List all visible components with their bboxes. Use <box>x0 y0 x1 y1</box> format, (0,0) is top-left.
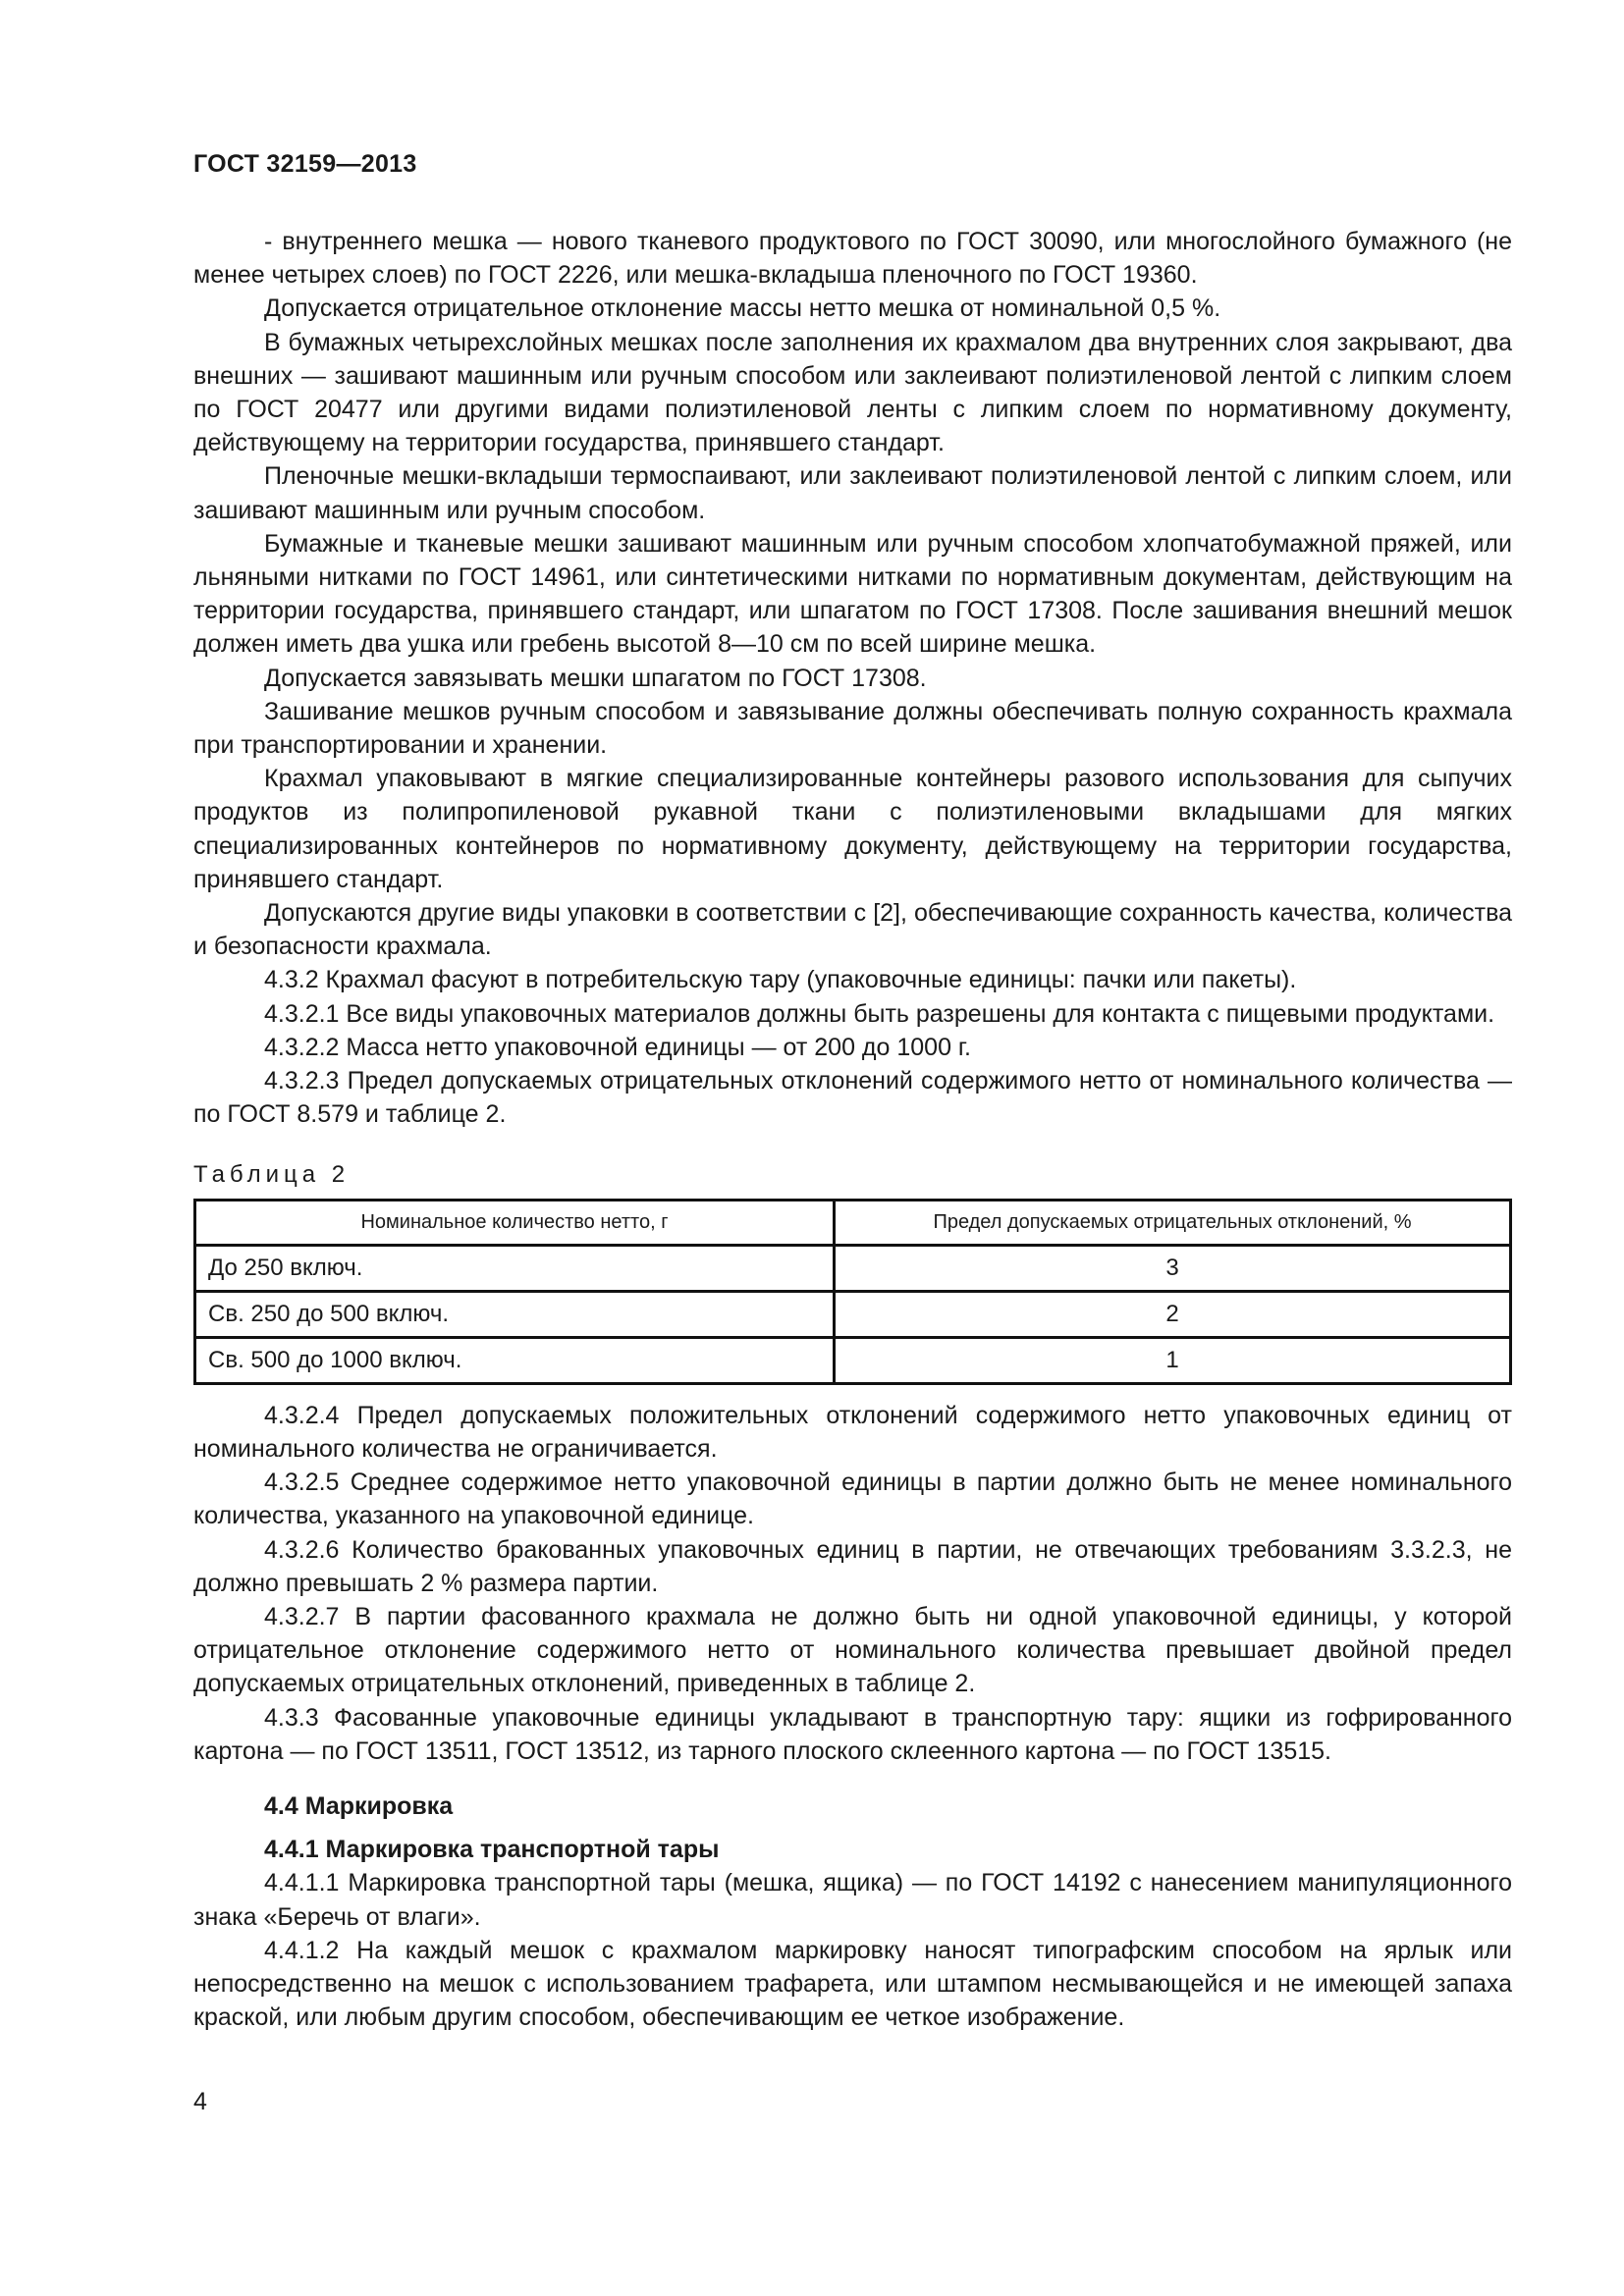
paragraph: Допускается завязывать мешки шпагатом по ГОСТ 17308. <box>264 664 927 692</box>
clause-4-3-2-6: 4.3.2.6 Количество бракованных упаковочных единиц в партии, не отвечающих требованиям 3.3.2.3, не должно превышать 2 % размера партии. <box>193 1535 1512 1597</box>
paragraph: Бумажные и тканевые мешки зашивают машинным или ручным способом хлопчатобумажной пряжей, или льняными нитками по ГОСТ 14961, или синтетическими нитками по нормативным документам, действующим на территории государства, принявшего стандарт, или шпагатом по ГОСТ 17308. После зашивания внешний мешок должен иметь два ушка или гребень высотой 8—10 см по всей ширине мешка. <box>193 529 1512 659</box>
clause-4-3-2-1: 4.3.2.1 Все виды упаковочных материалов должны быть разрешены для контакта с пищевыми продуктами. <box>264 999 1495 1028</box>
table-row <box>195 1291 1511 1337</box>
document-body <box>193 225 1512 2034</box>
table-2 <box>193 1199 1512 1385</box>
paragraph: - внутреннего мешка — нового тканевого продуктового по ГОСТ 30090, или многослойного бумажного (не менее четырех слоев) по ГОСТ 2226, или мешка-вкладыша пленочного по ГОСТ 19360. <box>193 228 1512 290</box>
table-row <box>195 1245 1511 1291</box>
table-cell: До 250 включ. <box>195 1245 835 1291</box>
paragraph: Пленочные мешки-вкладыши термоспаивают, или заклеивают полиэтиленовой лентой с липким слоем, или зашивают машинным или ручным способом. <box>193 462 1512 524</box>
table-cell: 3 <box>835 1245 1511 1291</box>
table-row <box>195 1337 1511 1383</box>
clause-4-3-2-5: 4.3.2.5 Среднее содержимое нетто упаковочной единицы в партии должно быть не менее номинального количества, указанного на упаковочной единице. <box>193 1468 1512 1530</box>
table-cell: Св. 250 до 500 включ. <box>195 1291 835 1337</box>
table-cell: Св. 500 до 1000 включ. <box>195 1337 835 1383</box>
column-header: Предел допускаемых отрицательных отклонений, % <box>835 1200 1511 1245</box>
clause-4-3-2-3: 4.3.2.3 Предел допускаемых отрицательных отклонений содержимого нетто от номинального количества — по ГОСТ 8.579 и таблице 2. <box>193 1067 1512 1129</box>
paragraph: Допускается отрицательное отклонение массы нетто мешка от номинальной 0,5 %. <box>264 294 1221 323</box>
paragraph: Зашивание мешков ручным способом и завязывание должны обеспечивать полную сохранность крахмала при транспортировании и хранении. <box>193 697 1512 760</box>
section-title: 4.4 Маркировка <box>264 1791 454 1820</box>
column-header: Номинальное количество нетто, г <box>195 1200 835 1245</box>
paragraph: Допускаются другие виды упаковки в соответствии с [2], обеспечивающие сохранность качества, количества и безопасности крахмала. <box>193 899 1512 961</box>
table-cell: 2 <box>835 1291 1511 1337</box>
paragraph: В бумажных четырехслойных мешках после заполнения их крахмалом два внутренних слоя закрывают, два внешних — зашивают машинным или ручным способом или заклеивают полиэтиленовой лентой с липким слоем по ГОСТ 20477 или другими видами полиэтиленовой ленты с липким слоем по нормативному документу, действующему на территории государства, принявшего стандарт. <box>193 328 1512 457</box>
clause-4-4-1-2: 4.4.1.2 На каждый мешок с крахмалом маркировку наносят типографским способом на ярлык или непосредственно на мешок с использованием трафарета, или штампом несмывающейся и не имеющей запаха краской, или любым другим способом, обеспечивающим ее четкое изображение. <box>193 1936 1512 2032</box>
clause-4-4-1-1: 4.4.1.1 Маркировка транспортной тары (мешка, ящика) — по ГОСТ 14192 с нанесением манипуляционного знака «Беречь от влаги». <box>193 1869 1512 1931</box>
clause-4-3-2: 4.3.2 Крахмал фасуют в потребительскую тару (упаковочные единицы: пачки или пакеты). <box>264 966 1297 994</box>
document-header: ГОСТ 32159—2013 <box>193 150 417 178</box>
paragraph: Крахмал упаковывают в мягкие специализированные контейнеры разового использования для сыпучих продуктов из полипропиленовой рукавной ткани с полиэтиленовыми вкладышами для мягких специализированных контейнеров по нормативному документу, действующему на территории государства, принявшего стандарт. <box>193 765 1512 893</box>
clause-4-3-2-7: 4.3.2.7 В партии фасованного крахмала не должно быть ни одной упаковочной единицы, у которой отрицательное отклонение содержимого нетто от номинального количества превышает двойной предел допускаемых отрицательных отклонений, приведенных в таблице 2. <box>193 1602 1512 1698</box>
table-caption: Таблица 2 <box>193 1161 351 1189</box>
table-cell: 1 <box>835 1337 1511 1383</box>
clause-4-3-2-2: 4.3.2.2 Масса нетто упаковочной единицы — от 200 до 1000 г. <box>264 1033 971 1061</box>
clause-4-3-3: 4.3.3 Фасованные упаковочные единицы укладывают в транспортную тару: ящики из гофрированного картона — по ГОСТ 13511, ГОСТ 13512, из тарного плоского склеенного картона — по ГОСТ 13515. <box>193 1703 1512 1765</box>
clause-4-3-2-4: 4.3.2.4 Предел допускаемых положительных отклонений содержимого нетто упаковочных единиц от номинального количества не ограничивается. <box>193 1401 1512 1463</box>
table-header-row <box>195 1200 1511 1245</box>
subsection-title: 4.4.1 Маркировка транспортной тары <box>264 1836 720 1864</box>
page-number: 4 <box>193 2088 207 2115</box>
